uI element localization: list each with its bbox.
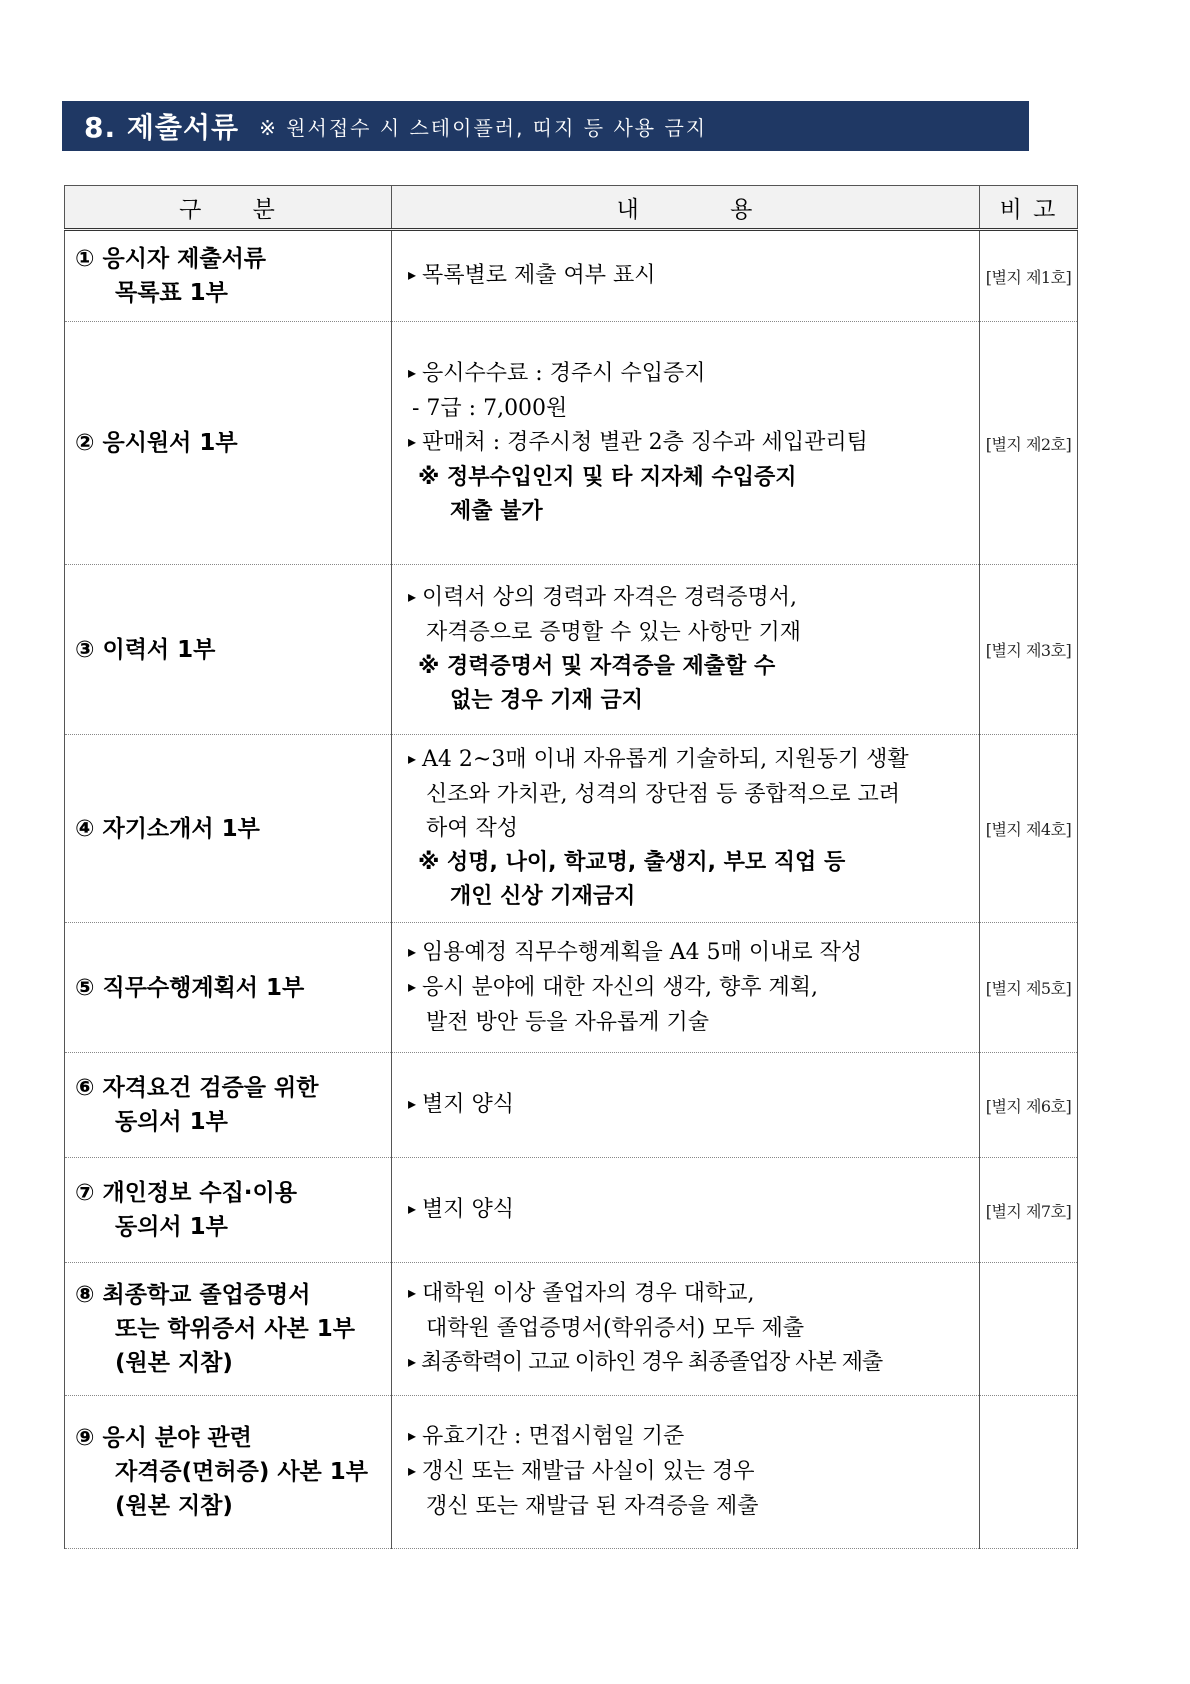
- table-header-row: [65, 186, 1078, 230]
- required-documents-table: [64, 185, 1078, 1549]
- content-line: - 7급 : 7,000원: [412, 396, 568, 421]
- warning-note-line: 없는 경우 기재 금지: [450, 688, 643, 713]
- content-line: 신조와 가치관, 성격의 장단점 등 종합적으로 고려: [426, 782, 900, 807]
- row-category-line: ⑨ 응시 분야 관련: [75, 1425, 252, 1451]
- content-line: 대학원 졸업증명서(학위증서) 모두 제출: [426, 1316, 805, 1341]
- row-category-line: 목록표 1부: [115, 280, 228, 306]
- content-line: 하여 작성: [426, 816, 519, 841]
- table-row: [65, 1263, 1078, 1396]
- row-category-line: ⑦ 개인정보 수집·이용: [75, 1180, 297, 1206]
- section-title-bar: [62, 101, 1029, 151]
- row-note: [별지 제4호]: [980, 735, 1078, 923]
- warning-note-line: ※ 정부수입인지 및 타 지자체 수입증지: [418, 465, 797, 490]
- warning-note-line: ※ 성명, 나이, 학교명, 출생지, 부모 직업 등: [418, 850, 846, 875]
- row-note: [별지 제5호]: [980, 923, 1078, 1053]
- row-note: [별지 제3호]: [980, 565, 1078, 735]
- warning-note-line: ※ 경력증명서 및 자격증을 제출할 수: [418, 654, 776, 679]
- table-row: [65, 565, 1078, 735]
- table-row: [65, 1053, 1078, 1158]
- table-row: [65, 923, 1078, 1053]
- row-category: [65, 322, 392, 565]
- content-line: ▸ 목록별로 제출 여부 표시: [408, 259, 971, 294]
- row-content: [392, 1158, 980, 1263]
- row-category-line: ② 응시원서 1부: [75, 430, 238, 456]
- content-line: ▸ 응시수수료 : 경주시 수입증지: [408, 357, 971, 392]
- row-category: [65, 1158, 392, 1263]
- content-line: ▸ 응시 분야에 대한 자신의 생각, 향후 계획,: [408, 971, 971, 1006]
- row-note: [980, 1396, 1078, 1549]
- section-title-note: ※ 원서접수 시 스테이플러, 띠지 등 사용 금지: [259, 115, 708, 140]
- table-row: [65, 230, 1078, 322]
- table-row: [65, 1158, 1078, 1263]
- row-note: [별지 제2호]: [980, 322, 1078, 565]
- row-category: [65, 230, 392, 322]
- row-category-line: 동의서 1부: [115, 1109, 228, 1135]
- row-category: [65, 735, 392, 923]
- row-category-line: ④ 자기소개서 1부: [75, 815, 260, 842]
- row-note: [별지 제6호]: [980, 1053, 1078, 1158]
- content-line: ▸ 대학원 이상 졸업자의 경우 대학교,: [408, 1277, 971, 1312]
- row-category-line: ① 응시자 제출서류: [75, 246, 267, 272]
- row-category: [65, 565, 392, 735]
- row-content: [392, 230, 980, 322]
- row-category-line: (원본 지참): [115, 1350, 233, 1376]
- row-content: [392, 565, 980, 735]
- row-category-line: ⑧ 최종학교 졸업증명서: [75, 1282, 311, 1308]
- content-line: ▸ 임용예정 직무수행계획을 A4 5매 이내로 작성: [408, 936, 971, 971]
- table-row: [65, 322, 1078, 565]
- row-content: [392, 1053, 980, 1158]
- content-line: ▸ 판매처 : 경주시청 별관 2층 징수과 세입관리팀: [408, 426, 971, 461]
- row-category-line: 또는 학위증서 사본 1부: [115, 1316, 355, 1342]
- warning-note-line: 개인 신상 기재금지: [450, 884, 636, 909]
- content-line: ▸ A4 2~3매 이내 자유롭게 기술하되, 지원동기 생활: [408, 743, 971, 778]
- header-category: 구 분: [65, 186, 392, 230]
- row-category-line: ⑥ 자격요건 검증을 위한: [75, 1075, 319, 1101]
- content-line: ▸ 이력서 상의 경력과 자격은 경력증명서,: [408, 581, 971, 616]
- row-category-line: 동의서 1부: [115, 1214, 228, 1240]
- row-category: [65, 1396, 392, 1549]
- row-content: [392, 735, 980, 923]
- content-line: ▸ 별지 양식: [408, 1193, 971, 1228]
- row-category-line: 자격증(면허증) 사본 1부: [115, 1459, 369, 1485]
- content-line: 자격증으로 증명할 수 있는 사항만 기재: [426, 620, 801, 645]
- header-content: 내 용: [392, 186, 980, 230]
- warning-note-line: 제출 불가: [450, 499, 543, 524]
- content-line: ▸ 유효기간 : 면접시험일 기준: [408, 1420, 971, 1455]
- row-note: [별지 제7호]: [980, 1158, 1078, 1263]
- table-row: [65, 1396, 1078, 1549]
- header-note: 비 고: [980, 186, 1078, 230]
- section-title: 8. 제출서류: [84, 111, 240, 144]
- row-content: [392, 1396, 980, 1549]
- content-line: ▸ 최종학력이 고교 이하인 경우 최종졸업장 사본 제출: [408, 1346, 971, 1381]
- row-category-line: ③ 이력서 1부: [75, 636, 216, 663]
- row-category-line: (원본 지참): [115, 1493, 233, 1519]
- table-row: [65, 735, 1078, 923]
- row-category: [65, 923, 392, 1053]
- content-line: 발전 방안 등을 자유롭게 기술: [426, 1009, 709, 1035]
- row-category: [65, 1053, 392, 1158]
- row-content: [392, 1263, 980, 1396]
- row-category-line: ⑤ 직무수행계획서 1부: [75, 974, 305, 1001]
- row-content: [392, 322, 980, 565]
- row-note: [별지 제1호]: [980, 230, 1078, 322]
- row-category: [65, 1263, 392, 1396]
- row-content: [392, 923, 980, 1053]
- content-line: ▸ 별지 양식: [408, 1088, 971, 1123]
- content-line: 갱신 또는 재발급 된 자격증을 제출: [426, 1494, 759, 1519]
- row-note: [980, 1263, 1078, 1396]
- content-line: ▸ 갱신 또는 재발급 사실이 있는 경우: [408, 1455, 971, 1490]
